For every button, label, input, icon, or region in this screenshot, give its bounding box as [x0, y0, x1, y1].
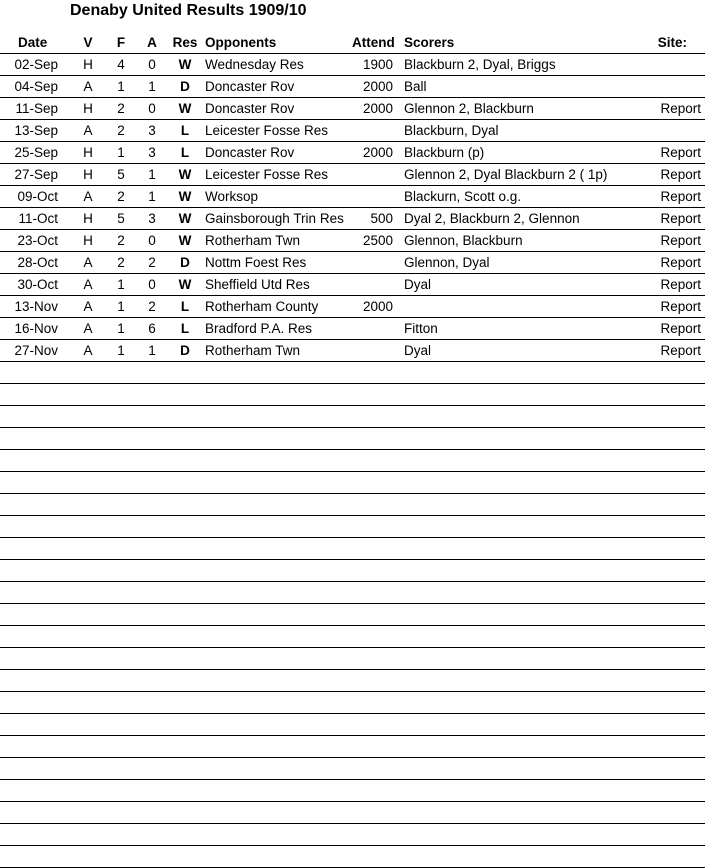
cell-for: 1 — [117, 321, 125, 336]
site-report-link[interactable]: Report — [660, 145, 701, 160]
site-report-link[interactable]: Report — [660, 101, 701, 116]
cell-result: W — [178, 167, 192, 182]
cell-attendance: 1900 — [362, 57, 393, 72]
cell-attendance: 2000 — [362, 101, 393, 116]
empty-row — [0, 384, 705, 406]
header-against: A — [147, 35, 157, 50]
empty-row — [0, 780, 705, 802]
empty-row — [0, 626, 705, 648]
cell-venue: A — [83, 189, 93, 204]
site-report-link[interactable]: Report — [660, 277, 701, 292]
cell-result: L — [180, 321, 190, 336]
cell-for: 2 — [117, 233, 125, 248]
empty-row — [0, 472, 705, 494]
cell-opponents: Gainsborough Trin Res — [205, 211, 344, 226]
cell-against: 1 — [148, 189, 156, 204]
cell-attendance: 2500 — [362, 233, 393, 248]
table-row — [0, 186, 705, 208]
cell-date: 13-Nov — [14, 299, 58, 314]
empty-row — [0, 648, 705, 670]
cell-result: W — [178, 189, 192, 204]
cell-date: 23-Oct — [17, 233, 58, 248]
cell-venue: A — [83, 255, 93, 270]
cell-scorers: Blackburn 2, Dyal, Briggs — [404, 57, 556, 72]
cell-venue: H — [83, 167, 93, 182]
header-venue: V — [83, 35, 93, 50]
cell-for: 4 — [117, 57, 125, 72]
cell-scorers: Dyal 2, Blackburn 2, Glennon — [404, 211, 580, 226]
empty-row — [0, 714, 705, 736]
header-attendance: Attend — [352, 35, 395, 50]
cell-date: 11-Sep — [15, 101, 58, 116]
cell-date: 28-Oct — [17, 255, 58, 270]
empty-row — [0, 670, 705, 692]
cell-scorers: Ball — [404, 79, 427, 94]
empty-row — [0, 494, 705, 516]
cell-venue: A — [83, 277, 93, 292]
cell-against: 1 — [148, 79, 156, 94]
cell-date: 30-Oct — [17, 277, 58, 292]
cell-opponents: Doncaster Rov — [205, 101, 295, 116]
cell-opponents: Sheffield Utd Res — [205, 277, 310, 292]
cell-against: 0 — [148, 277, 156, 292]
site-report-link[interactable]: Report — [660, 255, 701, 270]
cell-opponents: Rotherham Twn — [205, 233, 301, 248]
empty-row — [0, 758, 705, 780]
page-title: Denaby United Results 1909/10 — [70, 2, 307, 19]
table-row — [0, 208, 705, 230]
cell-for: 2 — [117, 123, 125, 138]
header-date: Date — [18, 35, 48, 50]
cell-attendance: 2000 — [362, 145, 393, 160]
cell-result: L — [180, 299, 190, 314]
cell-opponents: Nottm Foest Res — [205, 255, 307, 270]
cell-date: 25-Sep — [14, 145, 58, 160]
table-row — [0, 76, 705, 98]
empty-row — [0, 824, 705, 846]
header-for: F — [116, 35, 126, 50]
cell-result: D — [180, 79, 190, 94]
cell-against: 3 — [148, 123, 156, 138]
cell-venue: H — [83, 211, 93, 226]
cell-opponents: Doncaster Rov — [205, 145, 295, 160]
empty-row — [0, 406, 705, 428]
cell-against: 0 — [148, 101, 156, 116]
cell-scorers: Blackurn, Scott o.g. — [404, 189, 522, 204]
cell-result: W — [178, 211, 192, 226]
header-result: Res — [172, 35, 198, 50]
empty-row — [0, 538, 705, 560]
cell-opponents: Doncaster Rov — [205, 79, 295, 94]
cell-against: 1 — [148, 167, 156, 182]
cell-opponents: Worksop — [205, 189, 259, 204]
cell-against: 3 — [148, 211, 156, 226]
empty-row — [0, 802, 705, 824]
cell-venue: A — [83, 123, 93, 138]
cell-against: 2 — [148, 299, 156, 314]
cell-venue: H — [83, 145, 93, 160]
cell-scorers: Blackburn (p) — [404, 145, 485, 160]
cell-result: D — [180, 255, 190, 270]
site-report-link[interactable]: Report — [660, 167, 701, 182]
header-opponents: Opponents — [205, 35, 277, 50]
cell-for: 1 — [117, 299, 125, 314]
site-report-link[interactable]: Report — [660, 343, 701, 358]
cell-result: L — [180, 145, 190, 160]
table-row — [0, 252, 705, 274]
cell-for: 2 — [117, 101, 125, 116]
cell-against: 6 — [148, 321, 156, 336]
cell-venue: A — [83, 321, 93, 336]
cell-result: L — [180, 123, 190, 138]
cell-opponents: Bradford P.A. Res — [205, 321, 313, 336]
cell-scorers: Glennon 2, Blackburn — [404, 101, 534, 116]
cell-date: 09-Oct — [17, 189, 58, 204]
cell-scorers: Dyal — [404, 277, 432, 292]
empty-row — [0, 582, 705, 604]
table-header-row — [0, 32, 705, 54]
cell-opponents: Leicester Fosse Res — [205, 167, 329, 182]
cell-for: 1 — [117, 79, 125, 94]
cell-date: 16-Nov — [14, 321, 58, 336]
cell-attendance: 500 — [370, 211, 393, 226]
cell-opponents: Rotherham County — [205, 299, 319, 314]
cell-result: W — [178, 101, 192, 116]
table-row — [0, 98, 705, 120]
cell-venue: A — [83, 299, 93, 314]
empty-row — [0, 450, 705, 472]
cell-scorers: Blackburn, Dyal — [404, 123, 499, 138]
cell-venue: H — [83, 57, 93, 72]
table-body — [0, 54, 705, 868]
cell-result: W — [178, 277, 192, 292]
cell-against: 3 — [148, 145, 156, 160]
table-row — [0, 318, 705, 340]
cell-for: 1 — [117, 277, 125, 292]
cell-for: 5 — [117, 167, 125, 182]
table-row — [0, 230, 705, 252]
cell-date: 11-Oct — [18, 211, 58, 226]
cell-venue: A — [83, 343, 93, 358]
site-report-link[interactable]: Report — [660, 299, 701, 314]
empty-row — [0, 736, 705, 758]
site-report-link[interactable]: Report — [660, 321, 701, 336]
cell-opponents: Leicester Fosse Res — [205, 123, 329, 138]
cell-result: D — [180, 343, 190, 358]
site-report-link[interactable]: Report — [660, 189, 701, 204]
cell-scorers: Fitton — [404, 321, 438, 336]
cell-date: 13-Sep — [14, 123, 58, 138]
site-report-link[interactable]: Report — [660, 233, 701, 248]
cell-venue: A — [83, 79, 93, 94]
empty-row — [0, 516, 705, 538]
cell-for: 1 — [117, 145, 125, 160]
table-row — [0, 54, 705, 76]
empty-row — [0, 362, 705, 384]
site-report-link[interactable]: Report — [660, 211, 701, 226]
results-table — [0, 32, 705, 868]
empty-row — [0, 428, 705, 450]
cell-date: 02-Sep — [14, 57, 58, 72]
cell-venue: H — [83, 233, 93, 248]
table-row — [0, 120, 705, 142]
cell-result: W — [178, 233, 192, 248]
cell-against: 1 — [148, 343, 156, 358]
table-row — [0, 142, 705, 164]
cell-for: 5 — [117, 211, 125, 226]
header-scorers: Scorers — [404, 35, 455, 50]
cell-date: 04-Sep — [14, 79, 58, 94]
table-row — [0, 296, 705, 318]
empty-row — [0, 560, 705, 582]
cell-date: 27-Sep — [14, 167, 58, 182]
empty-row — [0, 692, 705, 714]
cell-date: 27-Nov — [14, 343, 58, 358]
cell-venue: H — [83, 101, 93, 116]
cell-for: 2 — [117, 189, 125, 204]
cell-opponents: Wednesday Res — [205, 57, 304, 72]
table-row — [0, 164, 705, 186]
table-row — [0, 340, 705, 362]
cell-against: 0 — [148, 57, 156, 72]
cell-attendance: 2000 — [362, 79, 393, 94]
cell-opponents: Rotherham Twn — [205, 343, 301, 358]
cell-scorers: Glennon 2, Dyal Blackburn 2 ( 1p) — [404, 167, 608, 182]
cell-scorers: Dyal — [404, 343, 432, 358]
cell-result: W — [178, 57, 192, 72]
cell-against: 2 — [148, 255, 156, 270]
cell-for: 2 — [117, 255, 125, 270]
empty-row — [0, 604, 705, 626]
header-site: Site: — [657, 35, 687, 50]
cell-scorers: Glennon, Dyal — [404, 255, 490, 270]
cell-attendance: 2000 — [362, 299, 393, 314]
cell-against: 0 — [148, 233, 156, 248]
table-row — [0, 274, 705, 296]
cell-for: 1 — [117, 343, 125, 358]
cell-scorers: Glennon, Blackburn — [404, 233, 523, 248]
